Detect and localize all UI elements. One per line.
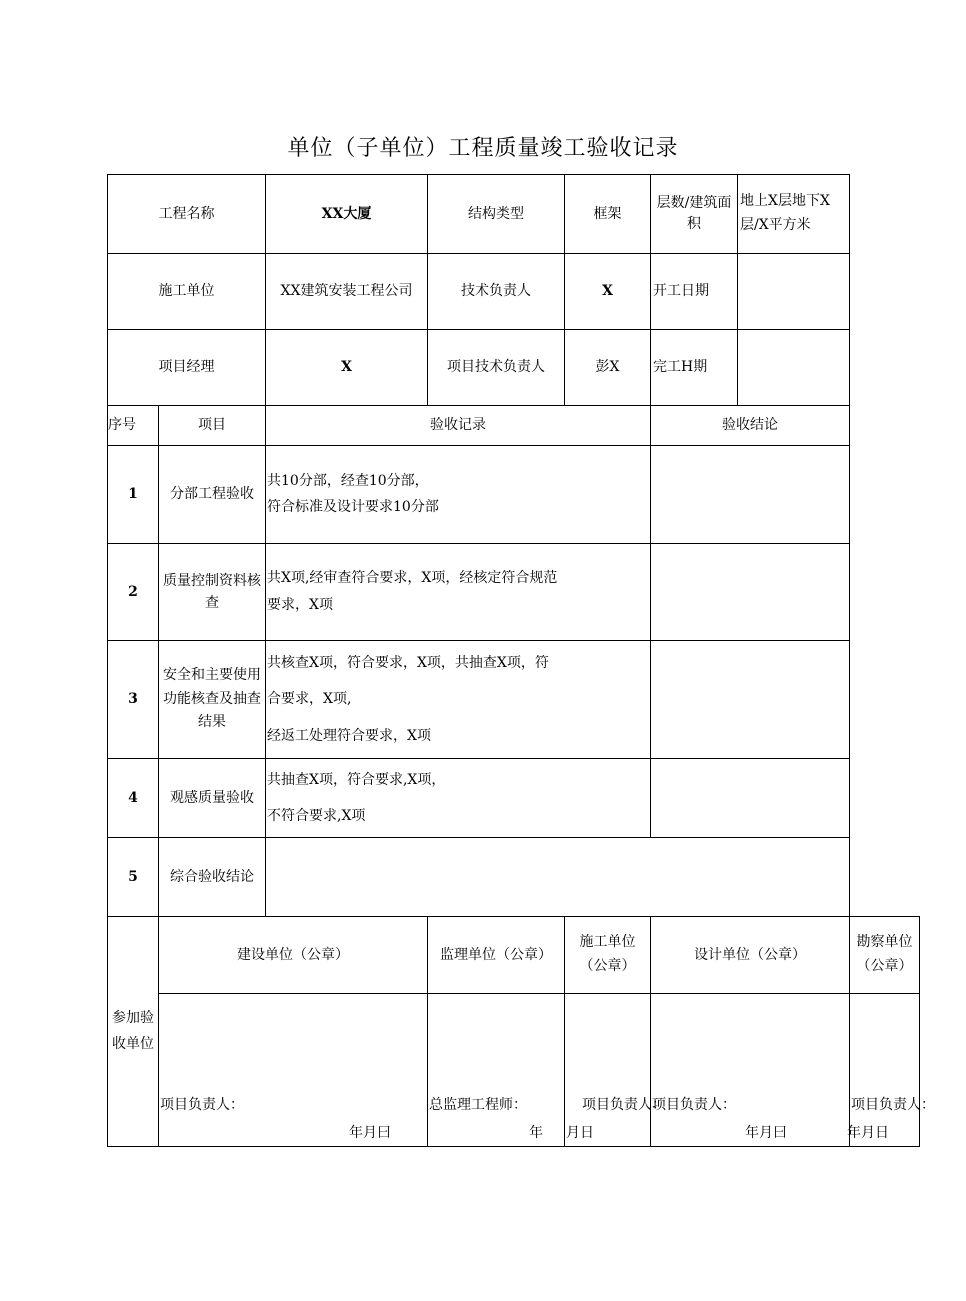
signature-cell bbox=[651, 994, 850, 1147]
floors-area-label: 层数/建筑面积 bbox=[651, 175, 738, 254]
contractor-label: 施工单位 bbox=[108, 254, 266, 330]
signer-label: 项目负责人： bbox=[851, 1096, 935, 1113]
row-item: 安全和主要使用功能核查及抽查结果 bbox=[159, 641, 266, 759]
project-tech-lead-value: 彭X bbox=[565, 330, 651, 406]
participants-label: 参加验收单位 bbox=[108, 917, 159, 1147]
row-conclusion bbox=[651, 641, 850, 759]
col-item-header: 项目 bbox=[159, 406, 266, 446]
row-record bbox=[266, 641, 651, 759]
row-record bbox=[266, 544, 651, 641]
structure-type-value: 框架 bbox=[565, 175, 651, 254]
acceptance-record-table bbox=[107, 174, 935, 1147]
col-conclusion-header: 验收结论 bbox=[651, 406, 850, 446]
table-row bbox=[108, 838, 920, 917]
unit-name: 建设单位（公章） bbox=[159, 917, 428, 994]
row-no: 5 bbox=[108, 838, 159, 917]
record-line: 符合标准及设计要求10分部 bbox=[267, 498, 439, 515]
signature-cell bbox=[428, 994, 565, 1147]
pm-label: 项目经理 bbox=[108, 330, 266, 406]
record-line: 合要求，X项, bbox=[267, 691, 352, 708]
signature-cell bbox=[847, 994, 935, 1147]
signer-label: 项目负责人： bbox=[160, 1096, 244, 1113]
row-no: 3 bbox=[108, 641, 159, 759]
row-no: 4 bbox=[108, 759, 159, 838]
table-row bbox=[108, 641, 920, 759]
row-item: 观感质量验收 bbox=[159, 759, 266, 838]
record-line: 要求，X项 bbox=[267, 597, 333, 613]
signature-cell bbox=[159, 994, 428, 1147]
col-record-header: 验收记录 bbox=[266, 406, 651, 446]
table-row bbox=[108, 759, 920, 838]
sign-date: 年 bbox=[529, 1124, 543, 1141]
start-date-label: 开工日期 bbox=[651, 254, 738, 330]
row-record bbox=[266, 446, 651, 544]
row-conclusion bbox=[651, 544, 850, 641]
signature-cell bbox=[565, 994, 666, 1147]
start-date-value bbox=[738, 254, 850, 330]
table-row bbox=[108, 446, 920, 544]
signer-label: 项目负责人： bbox=[582, 1096, 666, 1113]
floors-area-value: 地上X层地下X层/X平方米 bbox=[738, 175, 850, 254]
record-line: 共10分部，经查10分部， bbox=[267, 473, 429, 490]
table-row bbox=[108, 544, 920, 641]
tech-lead-label: 技术负责人 bbox=[428, 254, 565, 330]
row-conclusion bbox=[651, 759, 850, 838]
unit-name: 勘察单位（公章） bbox=[850, 917, 920, 994]
row-no: 2 bbox=[108, 544, 159, 641]
unit-name: 监理单位（公章） bbox=[428, 917, 565, 994]
end-date-value bbox=[738, 330, 850, 406]
signer-label: 总监理工程师： bbox=[429, 1096, 527, 1113]
col-no-header: 序号 bbox=[108, 406, 159, 446]
sign-date: 月日 bbox=[566, 1124, 594, 1141]
overall-conclusion-value bbox=[266, 838, 850, 917]
record-line: 经返工处理符合要求，X项 bbox=[267, 727, 431, 744]
signer-label: 项目负责人： bbox=[652, 1096, 736, 1113]
unit-name: 设计单位（公章） bbox=[651, 917, 850, 994]
contractor-value: XX建筑安装工程公司 bbox=[266, 254, 428, 330]
tech-lead-value: X bbox=[565, 254, 651, 330]
page-title: 单位（子单位）工程质量竣工验收记录 bbox=[287, 136, 679, 161]
row-record bbox=[266, 759, 651, 838]
row-item: 分部工程验收 bbox=[159, 446, 266, 544]
project-name-label: 工程名称 bbox=[108, 175, 266, 254]
sign-date: 年月曰 bbox=[745, 1124, 787, 1141]
end-date-label: 完工H期 bbox=[651, 330, 738, 406]
pm-value: X bbox=[266, 330, 428, 406]
record-line: 共核查X项，符合要求，X项，共抽查X项，符 bbox=[267, 654, 549, 671]
row-conclusion bbox=[651, 446, 850, 544]
unit-name: 施工单位（公章） bbox=[565, 917, 651, 994]
sign-date: 年月曰 bbox=[349, 1124, 391, 1141]
record-line: 不符合要求,X项 bbox=[267, 808, 366, 824]
project-name-value: XX大厦 bbox=[266, 175, 428, 254]
project-tech-lead-label: 项目技术负责人 bbox=[428, 330, 565, 406]
record-line: 共抽查X项，符合要求,X项， bbox=[267, 771, 446, 788]
row-no: 1 bbox=[108, 446, 159, 544]
sign-date: 年月日 bbox=[847, 1124, 889, 1141]
row-item: 质量控制资料核查 bbox=[159, 544, 266, 641]
record-line: 共X项,经审查符合要求，X项，经核定符合规范 bbox=[267, 570, 558, 587]
structure-type-label: 结构类型 bbox=[428, 175, 565, 254]
row-item: 综合验收结论 bbox=[159, 838, 266, 917]
